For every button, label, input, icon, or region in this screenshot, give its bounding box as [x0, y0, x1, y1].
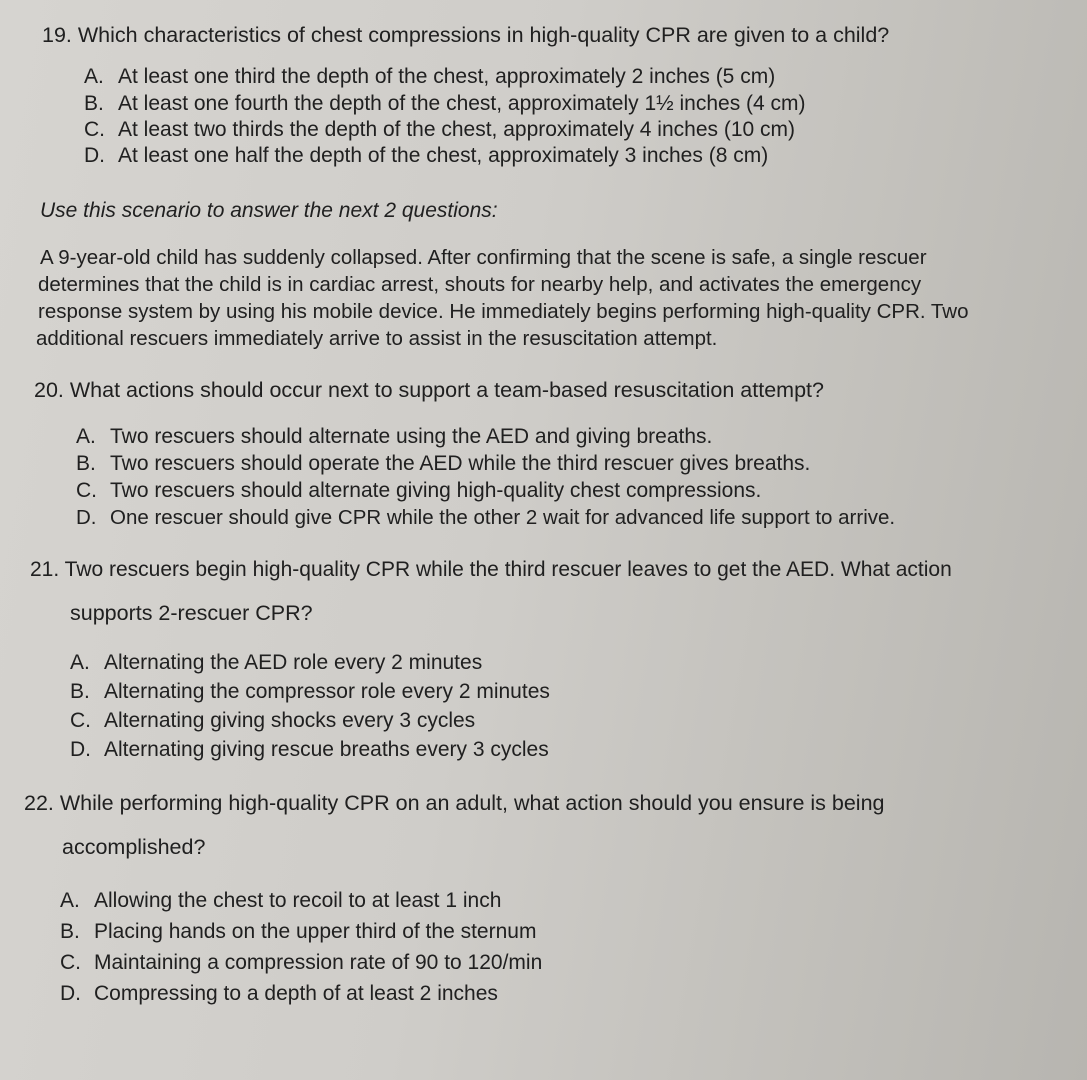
question-20-option-d: D. One rescuer should give CPR while the other 2 wait for advanced life support to arrive. [76, 506, 896, 529]
question-22-option-d: D. Compressing to a depth of at least 2 inches [60, 982, 498, 1005]
question-21-option-b: B. Alternating the compressor role every 2 minutes [70, 680, 550, 703]
question-20-option-b: B. Two rescuers should operate the AED while the third rescuer gives breaths. [76, 452, 811, 475]
question-21-stem-line-2: supports 2-rescuer CPR? [70, 601, 313, 625]
question-21-option-d: D. Alternating giving rescue breaths every 3 cycles [70, 738, 549, 761]
question-22-option-a: A. Allowing the chest to recoil to at least 1 inch [60, 889, 502, 912]
question-21-stem-line-1: 21. Two rescuers begin high-quality CPR while the third rescuer leaves to get the AED. What action [30, 558, 952, 581]
question-19-option-c: C. At least two thirds the depth of the chest, approximately 4 inches (10 cm) [84, 118, 796, 141]
question-22-option-b: B. Placing hands on the upper third of the sternum [60, 920, 537, 943]
question-19-stem: 19. Which characteristics of chest compressions in high-quality CPR are given to a child? [42, 23, 890, 47]
scenario-line-4: additional rescuers immediately arrive to assist in the resuscitation attempt. [36, 327, 718, 350]
question-20-option-a: A. Two rescuers should alternate using the AED and giving breaths. [76, 425, 713, 448]
question-21-option-a: A. Alternating the AED role every 2 minutes [70, 651, 483, 674]
question-20-stem: 20. What actions should occur next to support a team-based resuscitation attempt? [34, 378, 824, 402]
question-19-option-a: A. At least one third the depth of the chest, approximately 2 inches (5 cm) [84, 65, 776, 88]
question-21-option-c: C. Alternating giving shocks every 3 cycles [70, 709, 476, 732]
question-19-option-d: D. At least one half the depth of the chest, approximately 3 inches (8 cm) [84, 144, 769, 167]
scenario-intro: Use this scenario to answer the next 2 questions: [40, 199, 498, 222]
scenario-line-2: determines that the child is in cardiac arrest, shouts for nearby help, and activates the emergency [38, 273, 922, 296]
question-19-option-b: B. At least one fourth the depth of the chest, approximately 1½ inches (4 cm) [84, 92, 806, 115]
scenario-line-3: response system by using his mobile device. He immediately begins performing high-quality CPR. Two [38, 300, 969, 323]
question-22-stem-line-2: accomplished? [62, 835, 206, 859]
scenario-line-1: A 9-year-old child has suddenly collapsed. After confirming that the scene is safe, a single rescuer [40, 246, 927, 269]
question-22-stem-line-1: 22. While performing high-quality CPR on an adult, what action should you ensure is being [24, 791, 885, 815]
question-20-option-c: C. Two rescuers should alternate giving high-quality chest compressions. [76, 479, 762, 502]
question-22-option-c: C. Maintaining a compression rate of 90 to 120/min [60, 951, 543, 974]
